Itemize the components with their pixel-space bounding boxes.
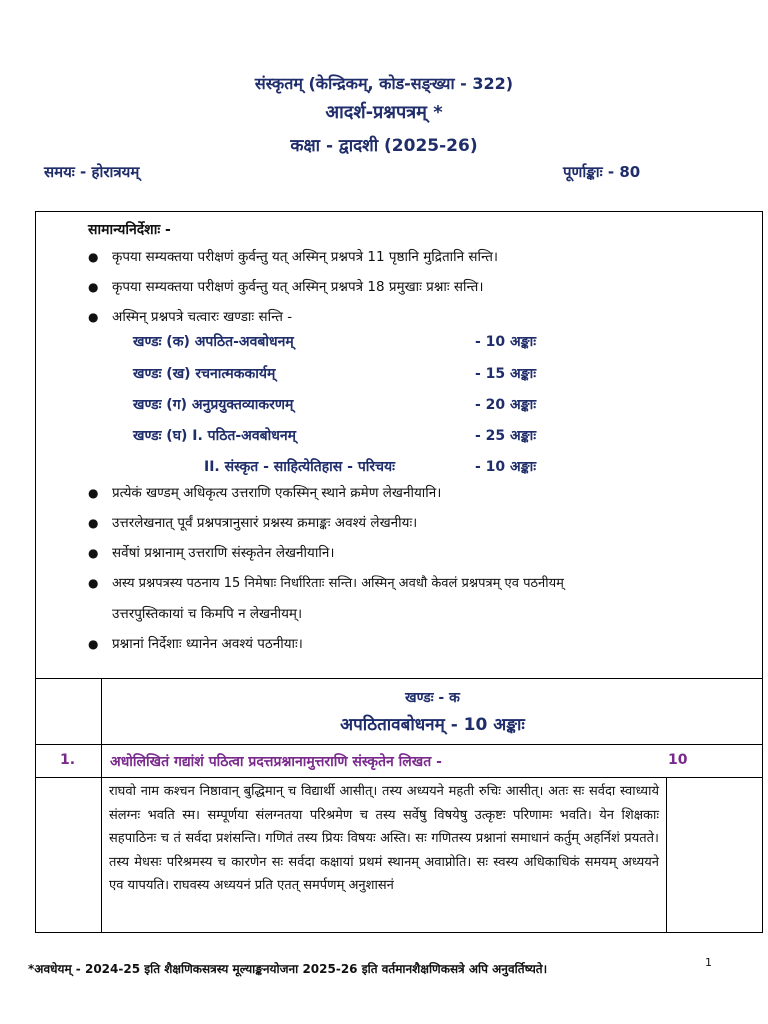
instruction-continuation: उत्तरपुस्तिकायां च किमपि न लेखनीयम्।: [112, 606, 303, 622]
table-divider: [36, 777, 762, 778]
section-a-label: खण्डः - क: [405, 690, 460, 706]
section-name: खण्डः (ग) अनुप्रयुक्तव्याकरणम्: [133, 397, 294, 413]
section-marks: - 10 अङ्काः: [475, 334, 537, 350]
section-name: खण्डः (घ) I. पठित-अवबोधनम्: [133, 428, 296, 444]
instruction-item: ● प्रत्येकं खण्डम् अधिकृत्य उत्तराणि एकस्मिन् स्थाने क्रमेण लेखनीयानि।: [88, 478, 758, 508]
section-a-title: अपठितावबोधनम् - 10 अङ्काः: [340, 715, 525, 735]
time-allowed: समयः - होरात्रयम्: [44, 163, 140, 181]
section-marks: - 15 अङ्काः: [475, 366, 537, 382]
bullet-icon: ●: [88, 280, 99, 294]
question-marks: 10: [668, 752, 688, 768]
bullet-icon: ●: [88, 546, 99, 560]
footer-note: *अवधेयम् - 2024-25 इति शैक्षणिकसत्रस्य मूल्याङ्कनयोजना 2025-26 इति वर्तमानशैक्षणिकसत्रे अपि अनुवर्तिष्यते।: [28, 962, 548, 976]
column-divider: [666, 777, 667, 933]
instructions-list-2: [88, 478, 758, 659]
table-divider: [36, 744, 762, 745]
question-text: अधोलिखितं गद्यांशं पठित्वा प्रदत्तप्रश्नानामुत्तराणि संस्कृतेन लिखत -: [110, 754, 442, 770]
class-title: कक्षा - द्वादशी (2025-26): [290, 136, 478, 156]
section-name: खण्डः (क) अपठित-अवबोधनम्: [133, 334, 294, 350]
instruction-item: ● अस्मिन् प्रश्नपत्रे चत्वारः खण्डाः सन्ति -: [88, 302, 758, 332]
general-instructions-title: सामान्यनिर्देशाः -: [88, 222, 171, 238]
instruction-item: ● कृपया सम्यक्तया परीक्षणं कुर्वन्तु यत् अस्मिन् प्रश्नपत्रे 11 पृष्ठानि मुद्रितानि सन्ति।: [88, 242, 758, 272]
paper-title: आदर्श-प्रश्नपत्रम् *: [325, 102, 443, 123]
bullet-icon: ●: [88, 310, 99, 324]
page-number: 1: [705, 956, 712, 969]
instructions-list: [88, 242, 758, 332]
section-marks: - 20 अङ्काः: [475, 397, 537, 413]
instructions-table: [35, 211, 763, 933]
bullet-icon: ●: [88, 250, 99, 264]
full-marks: पूर्णाङ्काः - 80: [563, 163, 641, 181]
bullet-icon: ●: [88, 486, 99, 500]
bullet-icon: ●: [88, 576, 99, 590]
instruction-item: ● प्रश्नानां निर्देशाः ध्यानेन अवश्यं पठनीयाः।: [88, 629, 758, 659]
bullet-icon: ●: [88, 637, 99, 651]
instruction-item: ● अस्य प्रश्नपत्रस्य पठनाय 15 निमेषाः निर्धारिताः सन्ति। अस्मिन् अवधौ केवलं प्रश्नपत्रम् एव पठनीयम्: [88, 568, 758, 599]
section-marks: - 25 अङ्काः: [475, 428, 537, 444]
section-name: खण्डः (ख) रचनात्मककार्यम्: [133, 366, 276, 382]
instruction-item: ● कृपया सम्यक्तया परीक्षणं कुर्वन्तु यत् अस्मिन् प्रश्नपत्रे 18 प्रमुखाः प्रश्नाः सन्ति।: [88, 272, 758, 302]
unseen-passage: राघवो नाम कश्चन निष्ठावान् बुद्धिमान् च विद्यार्थी आसीत्। तस्य अध्ययने महती रुचिः आसीत्। अतः सः सर्वदा स्वाध्याये संलग्नः भवति स्म। सम्पूर्णया संलग्नतया परिश्रमेण च तस्य सर्वेषु विषयेषु उत्कृष्टः परिणामः भवति। येन शिक्षकाः सहपाठिनः च तं सर्वदा प्रशंसन्ति। गणितं तस्य प्रियः विषयः अस्ति। सः गणितस्य प्रश्नानां समाधानं कर्तुम् अहर्निशं प्रयतते। तस्य मेधसः परिश्रमस्य च कारणेन सः सर्वदा कक्षायां प्रथमं स्थानम् अवाप्नोति। सः स्वस्य अधिकाधिकं समयम् अध्ययने एव यापयति। राघवस्य अध्ययनं प्रति एतत् समर्पणम् अनुशासनं: [109, 784, 659, 893]
bullet-icon: ●: [88, 516, 99, 530]
section-marks: - 10 अङ्काः: [475, 459, 537, 475]
paper-subject-title: संस्कृतम् (केन्द्रिकम्, कोड-सङ्ख्या - 322): [254, 74, 514, 93]
instruction-item: ● उत्तरलेखनात् पूर्वं प्रश्नपत्रानुसारं प्रश्नस्य क्रमाङ्कः अवश्यं लेखनीयः।: [88, 508, 758, 538]
instruction-item: ● सर्वेषां प्रश्नानाम् उत्तराणि संस्कृतेन लेखनीयानि।: [88, 538, 758, 568]
section-name: II. संस्कृत - साहित्येतिहास - परिचयः: [204, 459, 395, 475]
table-divider: [36, 678, 762, 679]
question-number: 1.: [60, 752, 76, 768]
